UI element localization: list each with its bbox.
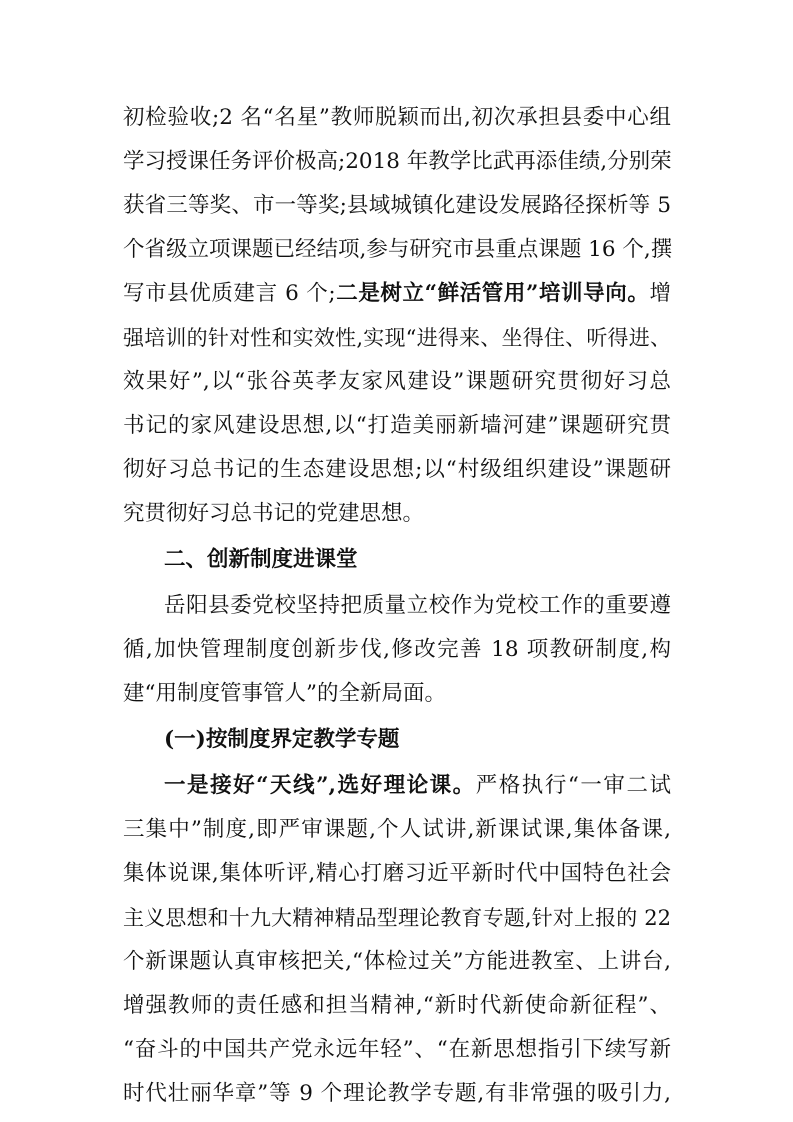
text-run: 严格执行“一审二试: [475, 773, 671, 798]
text-run: 书记的家风建设思想,以“打造美丽新墙河建”课题研究贯: [123, 413, 671, 438]
text-run: 获省三等奖、市一等奖;县域城镇化建设发展路径探析等 5: [123, 193, 671, 218]
text-run: 个省级立项课题已经结项,参与研究市县重点课题 16 个,撰: [123, 237, 673, 262]
paragraph-first-line: [164, 764, 671, 808]
text-run: 初检验收;2 名“名星”教师脱颖而出,初次承担县委中心组: [123, 105, 671, 130]
subsection-heading: [164, 718, 671, 762]
body-text-line: [123, 96, 671, 140]
body-text-line: [123, 1072, 671, 1116]
body-text-line: [123, 184, 671, 228]
bold-text-run: (一)按制度界定教学专题: [164, 727, 400, 752]
section-heading: [164, 538, 671, 582]
text-run: 时代壮丽华章”等 9 个理论教学专题,有非常强的吸引力,: [123, 1081, 671, 1106]
bold-text-run: 一是接好“天线”,选好理论课。: [164, 773, 476, 798]
body-text-line: [123, 896, 671, 940]
body-text-line: [123, 228, 671, 272]
text-run: 强培训的针对性和实效性,实现“进得来、坐得住、听得进、: [123, 326, 671, 350]
body-text-line: [123, 808, 671, 852]
bold-text-run: 二、创新制度进课堂: [164, 547, 358, 572]
text-run: 增强教师的责任感和担当精神,“新时代新使命新征程”、: [123, 993, 671, 1018]
body-text-line: [123, 984, 671, 1028]
text-run: 写市县优质建言 6 个;: [123, 281, 336, 306]
text-run: 三集中”制度,即严审课题,个人试讲,新课试课,集体备课,: [123, 817, 671, 842]
body-text-line: [123, 1028, 671, 1072]
body-text-line: [123, 360, 671, 404]
text-run: 循,加快管理制度创新步伐,修改完善 18 项教研制度,构: [123, 637, 671, 662]
body-text-line: [123, 404, 671, 448]
body-text-line: [123, 940, 671, 984]
body-text-line: [123, 492, 671, 536]
text-run: 增: [649, 281, 671, 306]
body-text-line: [123, 852, 671, 896]
text-run: “奋斗的中国共产党永远年轻”、“在新思想指引下续写新: [123, 1037, 671, 1062]
body-text-line: [123, 672, 671, 716]
body-text-line: [123, 140, 671, 184]
text-run: 建“用制度管事管人”的全新局面。: [123, 681, 446, 706]
body-text-line: [123, 448, 671, 492]
body-text-line: [123, 628, 671, 672]
body-text-line: [123, 272, 671, 316]
text-run: 主义思想和十九大精神精品型理论教育专题,针对上报的 22: [123, 906, 671, 930]
body-text-line: [123, 316, 671, 360]
text-run: 学习授课任务评价极高;2018 年教学比武再添佳绩,分别荣: [123, 149, 672, 174]
text-run: 集体说课,集体听评,精心打磨习近平新时代中国特色社会: [123, 861, 671, 886]
text-run: 究贯彻好习总书记的党建思想。: [123, 501, 425, 526]
paragraph-first-line: [164, 584, 671, 628]
bold-text-run: 二是树立“鲜活管用”培训导向。: [335, 281, 650, 306]
text-run: 彻好习总书记的生态建设思想;以“村级组织建设”课题研: [123, 457, 671, 482]
text-run: 岳阳县委党校坚持把质量立校作为党校工作的重要遵: [164, 593, 671, 618]
text-run: 个新课题认真审核把关,“体检过关”方能进教室、上讲台,: [123, 949, 671, 974]
text-run: 效果好”,以“张谷英孝友家风建设”课题研究贯彻好习总: [123, 369, 671, 394]
